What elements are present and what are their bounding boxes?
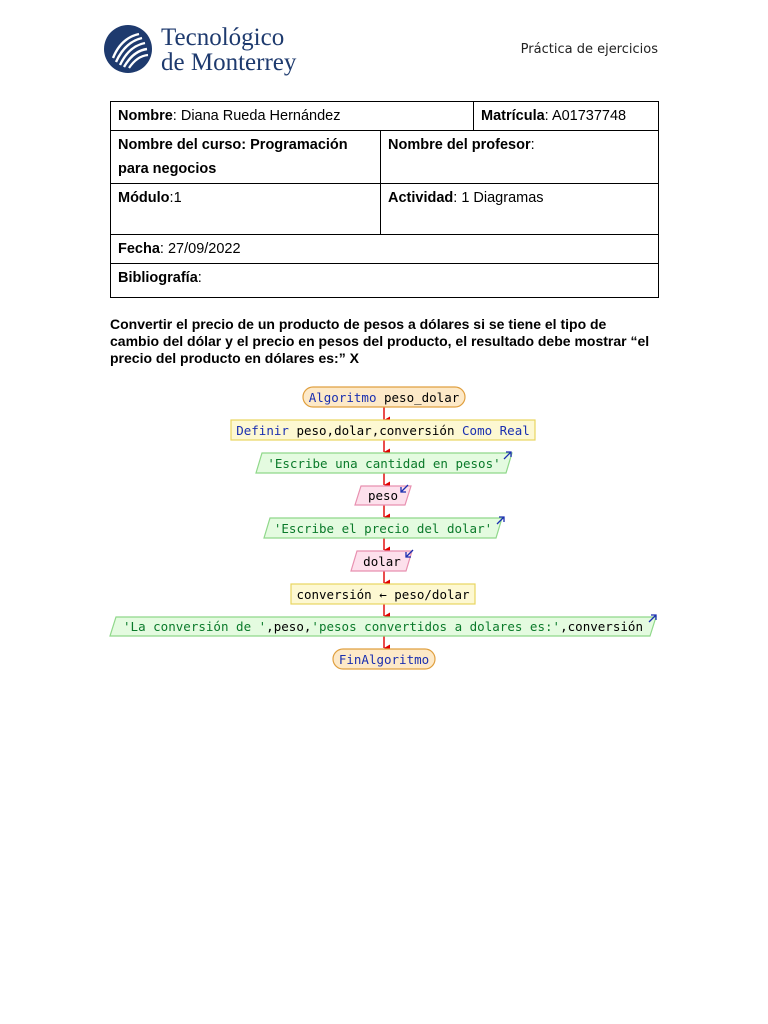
flow-define-node xyxy=(231,420,535,440)
define-keyword: Definir xyxy=(236,423,289,438)
cell-actividad: Actividad: 1 Diagramas xyxy=(381,184,659,235)
fecha-label: Fecha xyxy=(118,241,160,257)
bibliografia-label: Bibliografía xyxy=(118,270,198,286)
document-label: Práctica de ejercicios xyxy=(520,42,658,57)
modulo-value: 1 xyxy=(173,190,182,206)
profesor-label: Nombre del profesor xyxy=(388,137,531,153)
problem-statement: Convertir el precio de un producto de pesos a dólares si se tiene el tipo de cambio del dólar y el precio en pesos del producto, el resultado debe mostrar “el precio del producto en dólares es:” X xyxy=(110,316,650,366)
nombre-value: Diana Rueda Hernández xyxy=(180,108,341,124)
cell-modulo: Módulo:1 xyxy=(111,184,381,235)
curso-label: Nombre del curso: Programación para negocios xyxy=(118,137,348,177)
actividad-label: Actividad xyxy=(388,190,454,206)
modulo-label: Módulo xyxy=(118,190,170,206)
svg-text:Algoritmo peso_dolar xyxy=(309,390,460,405)
flow-output-node-2 xyxy=(264,517,504,538)
cell-profesor: Nombre del profesor: xyxy=(381,131,659,184)
flow-output-node-3 xyxy=(110,615,656,636)
flow-input-node-1 xyxy=(355,485,411,505)
output2-text: 'Escribe el precio del dolar' xyxy=(273,521,493,536)
flow-end-node xyxy=(333,649,435,669)
flow-start-node xyxy=(303,387,465,407)
output3-string1: 'La conversión de ' xyxy=(123,620,261,634)
flow-output-node-1 xyxy=(256,452,512,473)
actividad-value: 1 Diagramas xyxy=(461,190,544,206)
cell-matricula: Matrícula: A01737748 xyxy=(474,102,659,131)
cell-fecha: Fecha: 27/09/2022 xyxy=(111,235,659,264)
define-vars: peso,dolar,conversión xyxy=(288,423,463,438)
nombre-label: Nombre xyxy=(118,108,173,124)
assign-text: conversión ← peso/dolar xyxy=(296,587,470,602)
output3-mid: ,peso, xyxy=(266,620,310,634)
output3-string2: 'pesos convertidos a dolares es:' xyxy=(311,620,550,634)
matricula-value: A01737748 xyxy=(551,108,627,124)
input1-text: peso xyxy=(367,488,399,503)
start-keyword: Algoritmo xyxy=(308,390,377,405)
input2-text: dolar xyxy=(363,554,401,569)
end-text: FinAlgoritmo xyxy=(338,652,430,667)
output3-end: ,conversión xyxy=(560,620,640,634)
output1-text: 'Escribe una cantidad en pesos' xyxy=(267,456,501,471)
cell-nombre: Nombre: Diana Rueda Hernández xyxy=(111,102,474,131)
flow-input-node-2 xyxy=(351,550,413,571)
logo-line1: Tecnológico xyxy=(161,24,285,51)
matricula-label: Matrícula xyxy=(481,108,545,124)
start-name: peso_dolar xyxy=(376,390,460,405)
svg-text:'La conversión de ',peso,'peso xyxy=(123,620,643,634)
logo-line2: de Monterrey xyxy=(161,49,297,76)
cell-bibliografia: Bibliografía: xyxy=(111,264,659,298)
define-type: Como Real xyxy=(462,423,530,438)
svg-text:Definir peso,dolar,conversión xyxy=(236,423,530,438)
flow-assign-node xyxy=(291,584,475,604)
fecha-value: 27/09/2022 xyxy=(167,241,241,257)
